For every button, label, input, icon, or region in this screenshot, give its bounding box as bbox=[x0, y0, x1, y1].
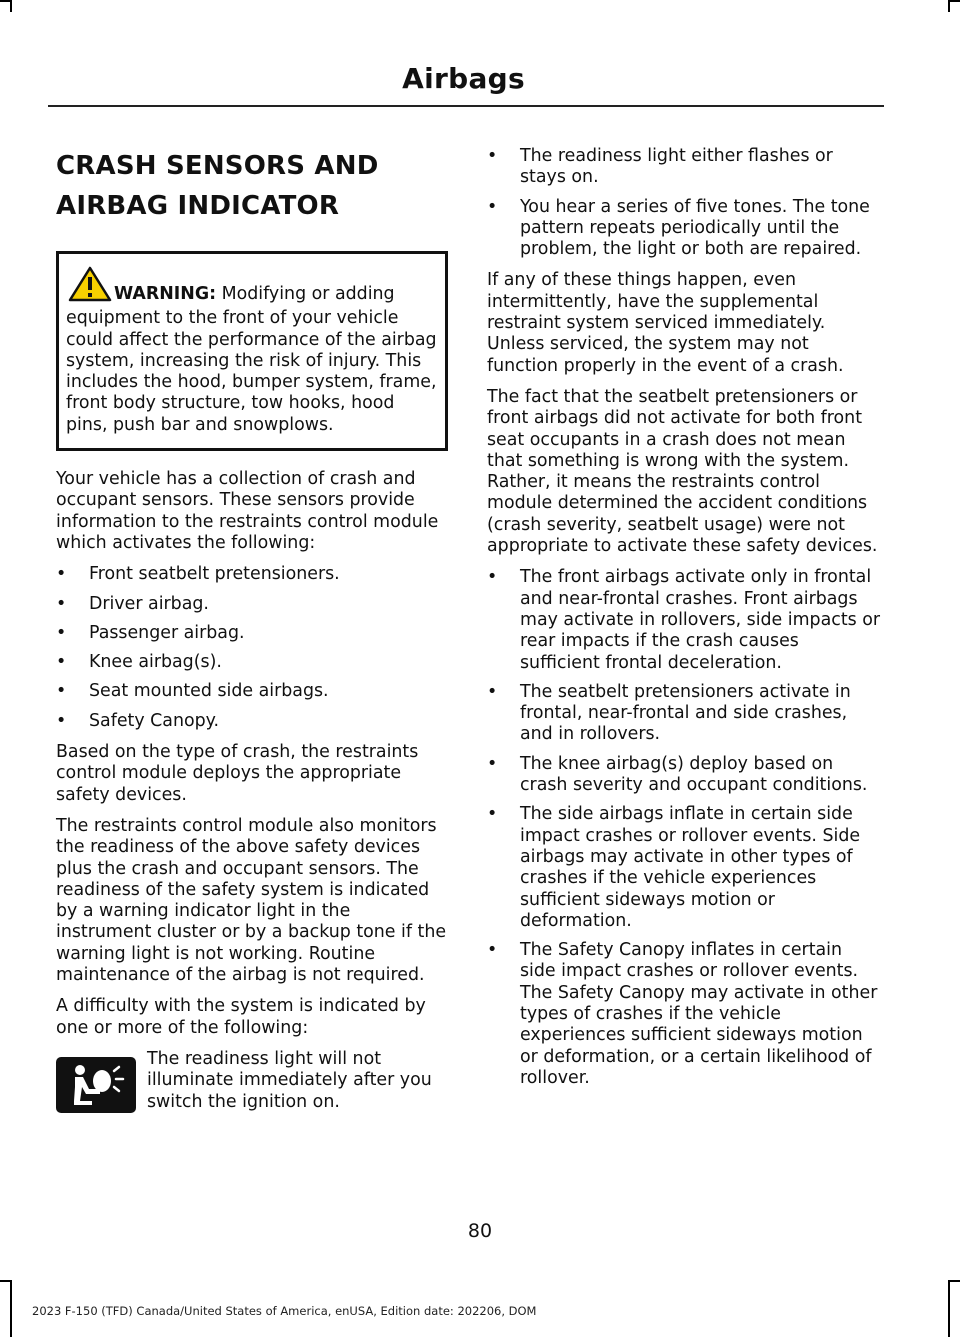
header-divider bbox=[48, 105, 884, 107]
list-item bbox=[487, 197, 881, 261]
left-column bbox=[56, 146, 448, 1113]
service-paragraph: If any of these things happen, even intermittently, have the supplemental restraint system serviced immediately. Unless serviced, the system may not function properly in the event of a crash. bbox=[487, 270, 844, 376]
airbag-warning-icon bbox=[56, 1057, 136, 1113]
bullet-glyph: • bbox=[56, 681, 67, 702]
bullet-glyph: • bbox=[56, 622, 67, 643]
list-item-text: The readiness light either flashes or stays on. bbox=[520, 146, 833, 188]
list-item bbox=[487, 940, 881, 1089]
list-item bbox=[56, 623, 448, 644]
activated-devices-list bbox=[56, 564, 448, 732]
list-item bbox=[487, 754, 881, 797]
crop-mark bbox=[948, 0, 950, 12]
difficulty-paragraph: A difficulty with the system is indicated by one or more of the following: bbox=[56, 996, 426, 1038]
warning-label: WARNING: bbox=[114, 284, 217, 304]
warning-triangle-icon bbox=[68, 266, 114, 308]
warning-text: Modifying or adding equipment to the front of your vehicle could affect the performance of the airbag system, increasing the risk of injury. This includes the hood, bumper system, frame, front body structure, tow hooks, hood pins, push bar and snowplows. bbox=[66, 284, 437, 435]
list-item-text: The front airbags activate only in frontal and near-frontal crashes. Front airbags may activate in rollovers, side impacts or rear impacts if the crash causes sufficient frontal deceleration. bbox=[520, 567, 881, 673]
list-item bbox=[487, 682, 881, 746]
page-number: 80 bbox=[467, 1220, 493, 1242]
list-item bbox=[56, 652, 448, 673]
list-item bbox=[56, 564, 448, 585]
crash-type-paragraph: Based on the type of crash, the restraints control module deploys the appropriate safety devices. bbox=[56, 742, 419, 805]
bullet-glyph: • bbox=[56, 593, 67, 614]
bullet-glyph: • bbox=[56, 564, 67, 585]
section-title-line-2: AIRBAG INDICATOR bbox=[56, 191, 340, 221]
bullet-glyph: • bbox=[487, 940, 498, 961]
list-item-text: Safety Canopy. bbox=[89, 710, 219, 731]
bullet-glyph: • bbox=[487, 681, 498, 702]
list-item bbox=[487, 146, 881, 189]
list-item-text: Knee airbag(s). bbox=[89, 652, 222, 673]
indicator-text: The readiness light will not illuminate immediately after you switch the ignition on. bbox=[147, 1048, 432, 1112]
list-item bbox=[487, 804, 881, 932]
intro-paragraph: Your vehicle has a collection of crash and occupant sensors. These sensors provide information to the restraints control module which activates the following: bbox=[56, 469, 439, 553]
edition-footer: 2023 F-150 (TFD) Canada/United States of America, enUSA, Edition date: 202206, DOM bbox=[32, 1304, 537, 1318]
symptoms-list bbox=[487, 146, 881, 260]
bullet-glyph: • bbox=[56, 710, 67, 731]
bullet-glyph: • bbox=[56, 652, 67, 673]
list-item-text: Passenger airbag. bbox=[89, 622, 245, 643]
activation-conditions-list bbox=[487, 567, 881, 1089]
list-item-text: The Safety Canopy inflates in certain side impact crashes or rollover events. The Safety Canopy may activate in other types of crashes if the vehicle experiences sufficient sideways motion or deformation, or a certain likelihood of rollover. bbox=[520, 940, 878, 1088]
list-item-text: Seat mounted side airbags. bbox=[89, 681, 329, 702]
section-title bbox=[56, 146, 448, 226]
bullet-glyph: • bbox=[487, 567, 498, 588]
page-header-title: Airbags bbox=[402, 62, 525, 95]
crop-mark bbox=[10, 1280, 12, 1337]
list-item-text: The seatbelt pretensioners activate in frontal, near-frontal and side crashes, and in rollovers. bbox=[520, 681, 851, 745]
crop-mark bbox=[0, 1280, 12, 1282]
crop-mark bbox=[948, 1280, 950, 1337]
list-item bbox=[56, 681, 448, 702]
list-item-text: The knee airbag(s) deploy based on crash severity and occupant conditions. bbox=[520, 753, 868, 796]
airbag-indicator-row bbox=[56, 1049, 448, 1113]
list-item-text: Driver airbag. bbox=[89, 593, 209, 614]
crop-mark bbox=[10, 0, 12, 12]
non-activation-paragraph: The fact that the seatbelt pretensioners or front airbags did not activate for both front seat occupants in a crash does not mean that something is wrong with the system. Rather, it means the restraints control module determined the accident conditions (crash severity, seatbelt usage) were not appropriate to activate these safety devices. bbox=[487, 386, 878, 557]
crop-mark bbox=[948, 1280, 960, 1282]
bullet-glyph: • bbox=[487, 146, 498, 166]
bullet-glyph: • bbox=[487, 196, 498, 217]
list-item bbox=[56, 594, 448, 615]
list-item-text: Front seatbelt pretensioners. bbox=[89, 564, 340, 585]
bullet-glyph: • bbox=[487, 804, 498, 825]
list-item-text: The side airbags inflate in certain side impact crashes or rollover events. Side airbags may activate in other types of crashes if the vehicle experiences sufficient sideways motion or deformation. bbox=[520, 804, 861, 931]
right-column bbox=[487, 146, 881, 1099]
bullet-glyph: • bbox=[487, 753, 498, 774]
warning-box bbox=[56, 251, 448, 451]
list-item bbox=[487, 567, 881, 673]
list-item bbox=[56, 711, 448, 732]
section-title-line-1: CRASH SENSORS AND bbox=[56, 151, 379, 181]
list-item-text: You hear a series of five tones. The tone pattern repeats periodically until the problem, the light or both are repaired. bbox=[520, 196, 870, 260]
readiness-paragraph: The restraints control module also monitors the readiness of the above safety devices plus the crash and occupant sensors. The readiness of the safety system is indicated by a warning indicator light in the instrument cluster or by a backup tone if the warning light is not working. Routine maintenance of the airbag is not required. bbox=[56, 815, 447, 986]
